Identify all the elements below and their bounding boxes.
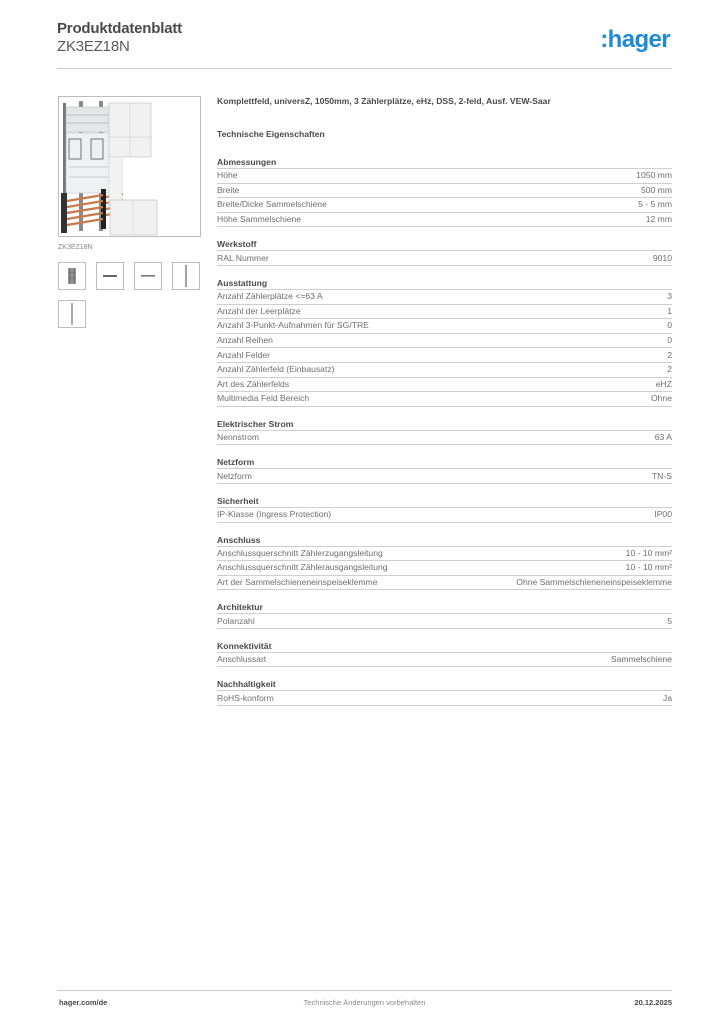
spec-label: RAL Nummer <box>217 252 269 263</box>
section-abmessungen <box>217 156 672 227</box>
spec-label: Anzahl der Leerplätze <box>217 305 301 316</box>
spec-label: Nennstrom <box>217 432 260 443</box>
spec-value: TN-S <box>651 470 672 481</box>
spec-label: Anzahl Zählerfeld (Einbausatz) <box>217 364 335 375</box>
footer <box>57 998 672 1010</box>
vertical-line-drawing-icon <box>184 265 188 287</box>
spec-label: Polanzahl <box>217 615 255 626</box>
section-architektur <box>217 601 672 629</box>
product-details <box>217 96 672 706</box>
spec-value: 10 - 10 mm² <box>625 547 672 558</box>
spec-value: Ohne Sammelschieneneinspeiseklemme <box>516 576 672 587</box>
section-title: Anschluss <box>217 534 672 547</box>
horizontal-line-drawing-icon <box>103 274 117 278</box>
document-date: 20.12.2025 <box>634 998 672 1007</box>
spec-label: Anschlussquerschnitt Zählerausgangsleitung <box>217 562 388 573</box>
spec-label: Breite <box>217 184 240 195</box>
spec-row <box>217 653 672 668</box>
section-konnektivitaet <box>217 640 672 668</box>
spec-row <box>217 184 672 199</box>
product-image <box>58 96 201 237</box>
thumbnail-bottom-view[interactable] <box>134 262 162 290</box>
spec-label: Höhe Sammelschiene <box>217 214 302 225</box>
spec-value: 1 <box>667 305 672 316</box>
thumbnail-side-view-right[interactable] <box>58 300 86 328</box>
spec-value: eHZ <box>655 378 672 389</box>
section-nachhaltigkeit <box>217 678 672 706</box>
section-title: Nachhaltigkeit <box>217 678 672 691</box>
spec-row <box>217 363 672 378</box>
spec-label: Art der Sammelschieneneinspeiseklemme <box>217 576 378 587</box>
spec-row <box>217 508 672 523</box>
spec-row <box>217 169 672 184</box>
spec-row <box>217 198 672 213</box>
product-sku: ZK3EZ18N <box>57 38 130 55</box>
spec-label: Höhe <box>217 170 238 181</box>
spec-value: Ja <box>662 692 672 703</box>
vertical-line-drawing-icon <box>70 303 74 325</box>
spec-value: 0 <box>667 335 672 346</box>
spec-row <box>217 431 672 446</box>
panel-front-drawing-icon <box>66 267 78 285</box>
distribution-panel-illustration <box>59 97 201 237</box>
spec-label: Anschlussart <box>217 654 267 665</box>
spec-label: Anschlussquerschnitt Zählerzugangsleitung <box>217 547 383 558</box>
spec-label: Anzahl Zählerplätze <=63 A <box>217 291 323 302</box>
website-link[interactable]: hager.com/de <box>59 998 108 1007</box>
thumbnail-side-view-left[interactable] <box>172 262 200 290</box>
spec-row <box>217 213 672 228</box>
spec-row <box>217 614 672 629</box>
section-title: Werkstoff <box>217 238 672 251</box>
spec-row <box>217 469 672 484</box>
spec-row <box>217 561 672 576</box>
section-netzform <box>217 456 672 484</box>
technical-properties-heading: Technische Eigenschaften <box>217 129 325 139</box>
disclaimer: Technische Änderungen vorbehalten <box>303 998 426 1007</box>
spec-value: 2 <box>667 349 672 360</box>
spec-value: 10 - 10 mm² <box>625 562 672 573</box>
spec-label: Anzahl 3-Punkt-Aufnahmen für SG/TRE <box>217 320 369 331</box>
spec-value: 0 <box>667 320 672 331</box>
spec-row <box>217 334 672 349</box>
spec-row <box>217 392 672 407</box>
spec-value: 5 - 5 mm <box>638 199 672 210</box>
spec-label: IP-Klasse (Ingress Protection) <box>217 509 332 520</box>
section-title: Sicherheit <box>217 495 672 508</box>
spec-row <box>217 691 672 706</box>
spec-value: 3 <box>667 291 672 302</box>
spec-row <box>217 348 672 363</box>
spec-label: Anzahl Reihen <box>217 335 273 346</box>
section-title: Architektur <box>217 601 672 614</box>
spec-value: IP00 <box>654 509 672 520</box>
spec-label: RoHS-konform <box>217 692 274 703</box>
spec-row <box>217 547 672 562</box>
section-sicherheit <box>217 495 672 523</box>
document-title: Produktdatenblatt <box>57 20 182 37</box>
section-title: Abmessungen <box>217 156 672 169</box>
spec-row <box>217 251 672 266</box>
spec-value: Ohne <box>650 393 672 404</box>
spec-label: Breite/Dicke Sammelschiene <box>217 199 327 210</box>
thumbnail-top-view[interactable] <box>96 262 124 290</box>
spec-value: 1050 mm <box>636 170 672 181</box>
spec-label: Netzform <box>217 470 252 481</box>
spec-label: Art des Zählerfelds <box>217 378 290 389</box>
product-description: Komplettfeld, universZ, 1050mm, 3 Zählerplätze, eHz, DSS, 2-feld, Ausf. VEW-Saar <box>217 96 551 106</box>
spec-value: 63 A <box>654 432 672 443</box>
spec-label: Anzahl Felder <box>217 349 271 360</box>
spec-row <box>217 576 672 591</box>
footer-divider <box>57 990 672 991</box>
horizontal-line-drawing-icon <box>141 274 155 278</box>
hager-logo: :hager <box>600 26 670 53</box>
spec-row <box>217 378 672 393</box>
spec-value: 9010 <box>652 252 672 263</box>
spec-value: 2 <box>667 364 672 375</box>
spec-value: 500 mm <box>640 184 672 195</box>
spec-value: 5 <box>667 615 672 626</box>
section-title: Elektrischer Strom <box>217 418 672 431</box>
header-divider <box>57 68 672 69</box>
header <box>57 20 672 56</box>
spec-row <box>217 305 672 320</box>
section-anschluss <box>217 534 672 591</box>
section-title: Ausstattung <box>217 277 672 290</box>
spec-value: 12 mm <box>645 214 672 225</box>
thumbnail-front-view[interactable] <box>58 262 86 290</box>
section-title: Konnektivität <box>217 640 672 653</box>
spec-value: Sammelschiene <box>610 654 672 665</box>
section-title: Netzform <box>217 456 672 469</box>
spec-row <box>217 290 672 305</box>
spec-row <box>217 319 672 334</box>
spec-label: Multimedia Feld Bereich <box>217 393 310 404</box>
product-image-caption: ZK3EZ18N <box>58 244 93 251</box>
section-werkstoff <box>217 238 672 266</box>
section-ausstattung <box>217 277 672 407</box>
section-elektrischer-strom <box>217 418 672 446</box>
